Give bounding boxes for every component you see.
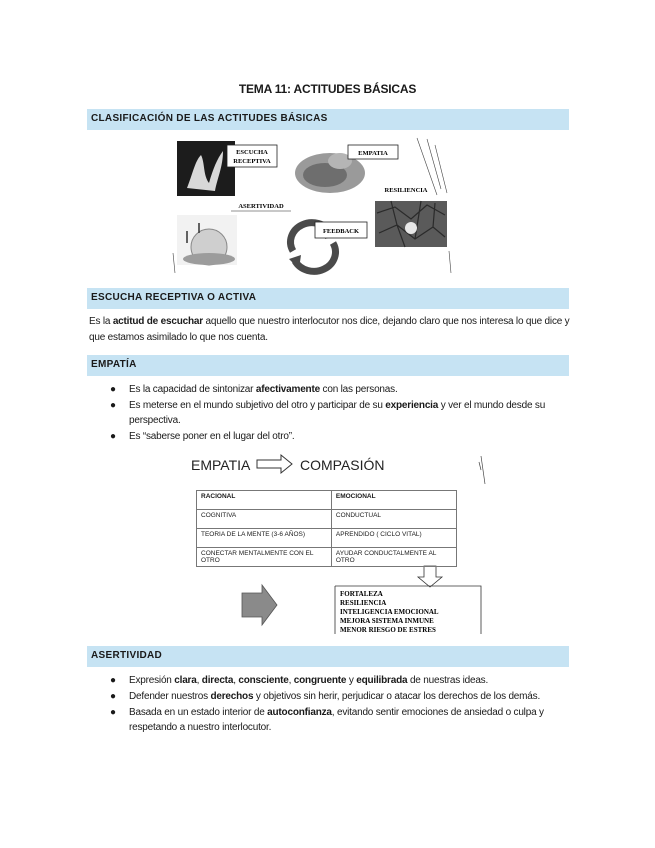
list-item: ● Basada en un estado interior de autoconfianza, evitando sentir emociones de ansiedad o culpa y respetando a nuestro interlocutor. [110, 707, 544, 733]
section-bar-asertividad [87, 646, 569, 667]
empathy-right-label: COMPASIÓN [300, 457, 385, 473]
list-item: ● Es meterse en el mundo subjetivo del otro y participar de su experiencia y ver el mundo desde su perspectiva. [110, 400, 546, 426]
feedback-label: FEEDBACK [322, 228, 360, 235]
resiliencia-label: RESILIENCIA [384, 187, 428, 194]
page-title: TEMA 11: ACTITUDES BÁSICAS [238, 82, 417, 96]
list-item: ● Es la capacidad de sintonizar afectivamente con las personas. [110, 384, 398, 395]
table-row [197, 529, 457, 548]
list-item: ● Defender nuestros derechos y objetivos sin herir, perjudicar o atacar los derechos de los demás. [110, 691, 541, 702]
empatia-bullets [89, 382, 569, 445]
attitudes-collage [165, 133, 455, 278]
table-cell: TEORIA DE LA MENTE (3-6 AÑOS) [197, 529, 332, 548]
empathy-table [196, 490, 457, 567]
section-bar-clasificacion [87, 109, 569, 130]
table-cell: CONDUCTUAL [331, 510, 456, 529]
list-item: ● Es “saberse poner en el lugar del otro”. [110, 431, 295, 442]
section-heading: ASERTIVIDAD [91, 650, 163, 661]
grey-arrow-icon [242, 585, 277, 625]
benefit-item: RESILIENCIA [340, 599, 387, 607]
table-row [197, 491, 457, 510]
asertividad-bullets [89, 673, 569, 736]
table-header-cell: EMOCIONAL [331, 491, 456, 510]
benefit-item: MEJORA SISTEMA INMUNE [340, 617, 434, 625]
table-row [197, 510, 457, 529]
escucha-description: Es la actitud de escuchar aquello que nuestro interlocutor nos dice, dejando claro que nos interesa lo que dice y que estamos asimilado lo que nos cuenta. [89, 316, 570, 343]
empathy-left-label: EMPATIA [191, 457, 251, 473]
section-heading: EMPATÍA [91, 359, 137, 370]
benefit-item: FORTALEZA [340, 590, 383, 598]
table-cell: APRENDIDO ( CICLO VITAL) [331, 529, 456, 548]
benefit-item: MENOR RIESGO DE ESTRES [340, 626, 436, 634]
arrow-down-icon [418, 566, 442, 587]
table-header-cell: RACIONAL [197, 491, 332, 510]
section-bar-empatia [87, 355, 569, 376]
empatia-label: EMPATIA [358, 150, 388, 157]
section-heading: CLASIFICACIÓN DE LAS ACTITUDES BÁSICAS [91, 113, 328, 124]
table-cell: AYUDAR CONDUCTALMENTE AL OTRO [331, 548, 456, 567]
section-bar-escucha [87, 288, 569, 309]
asertividad-label: ASERTIVIDAD [238, 203, 284, 210]
escucha-label-2: RECEPTIVA [233, 158, 271, 165]
list-item: ● Expresión clara, directa, consciente, congruente y equilibrada de nuestras ideas. [110, 675, 489, 686]
arrow-right-icon [257, 455, 292, 473]
section-heading: ESCUCHA RECEPTIVA O ACTIVA [91, 292, 257, 303]
table-row [197, 548, 457, 567]
escucha-label-1: ESCUCHA [236, 149, 268, 156]
table-cell: CONECTAR MENTALMENTE CON EL OTRO [197, 548, 332, 567]
benefit-item: INTELIGENCIA EMOCIONAL [340, 608, 439, 616]
table-cell: COGNITIVA [197, 510, 332, 529]
